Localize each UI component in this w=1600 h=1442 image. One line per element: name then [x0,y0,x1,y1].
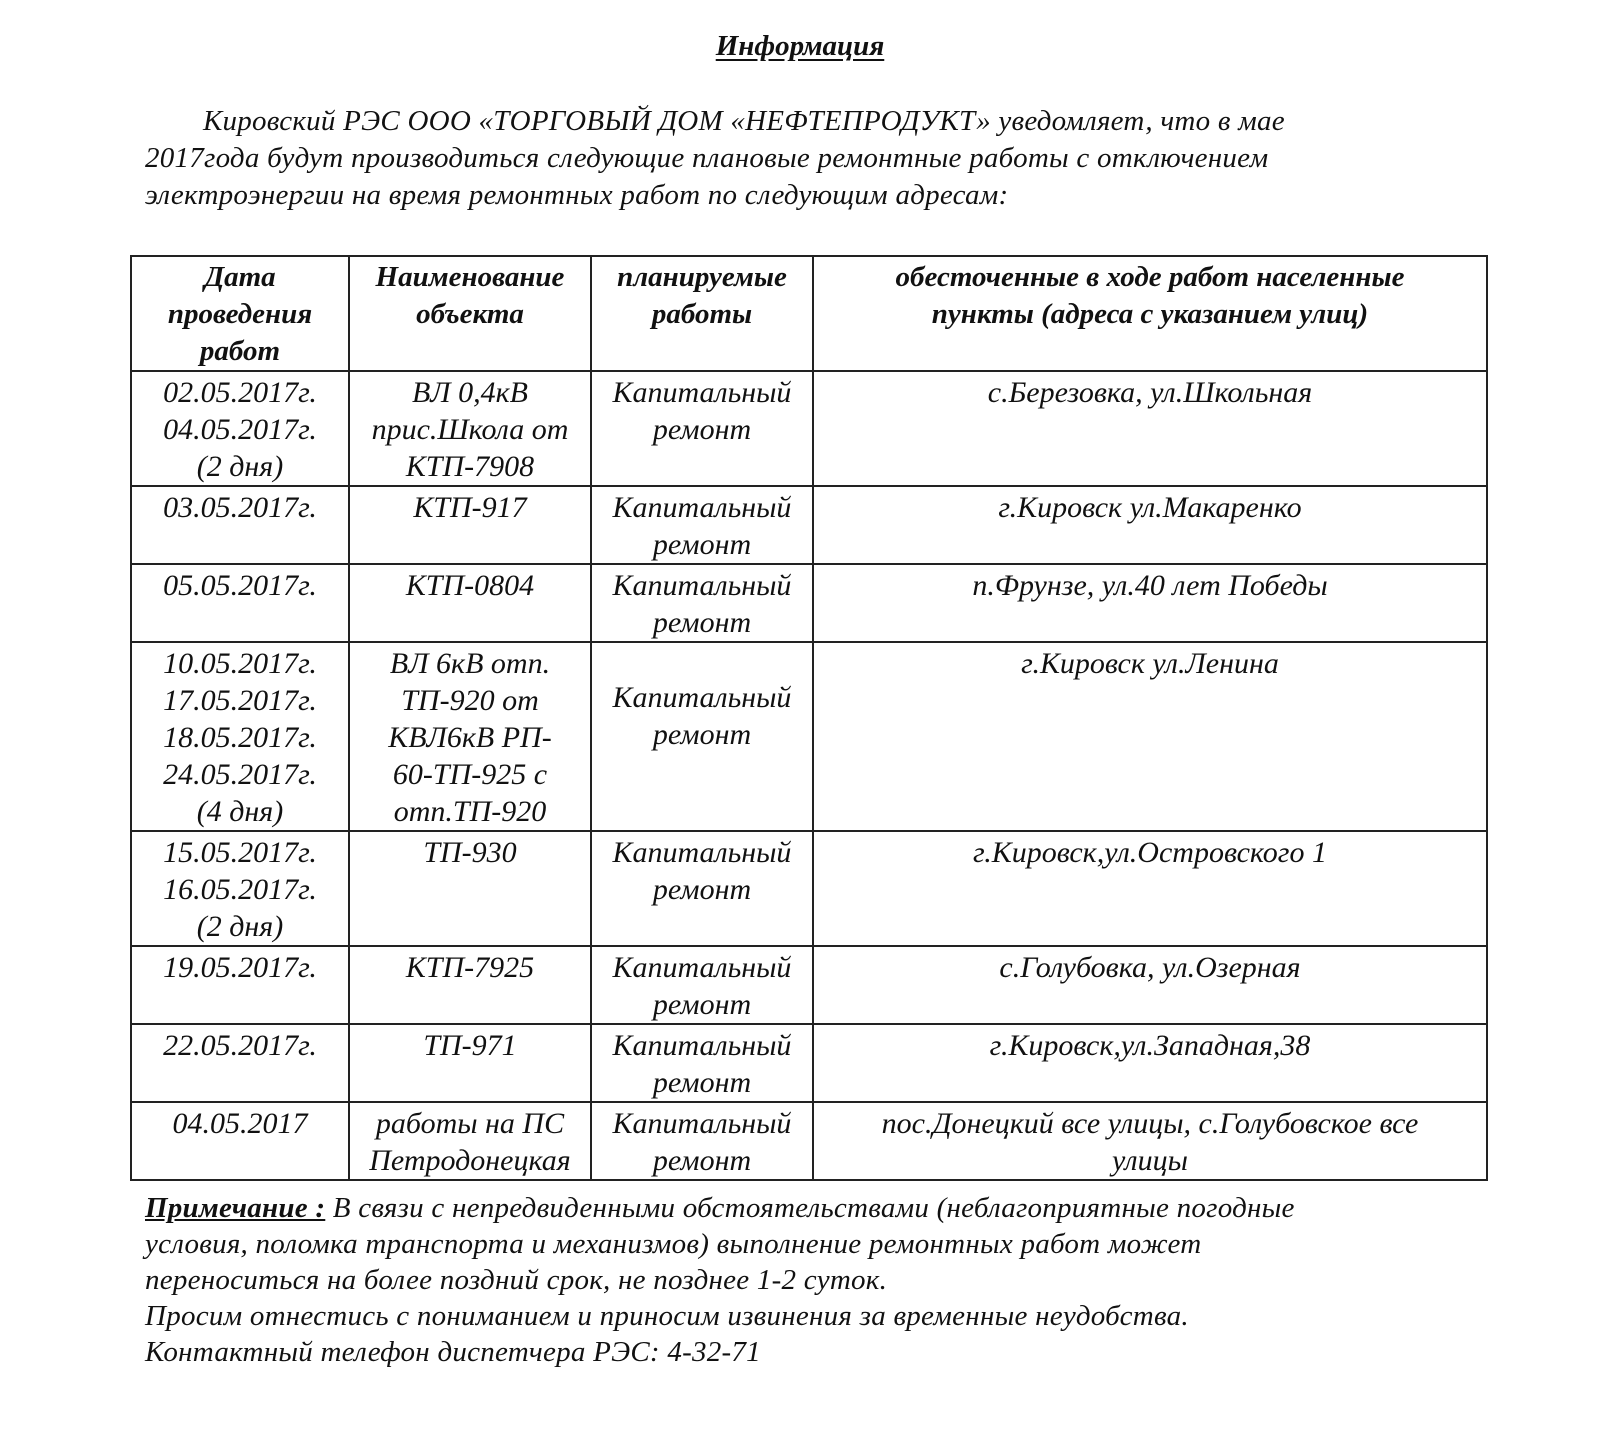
intro-line: Кировский РЭС ООО «ТОРГОВЫЙ ДОМ «НЕФТЕПРОДУКТ» уведомляет, что в мае [203,105,1285,137]
cell-works: Капитальный ремонт [591,1102,813,1180]
cell-works: Капитальный ремонт [591,1024,813,1102]
header-works: планируемые работы [591,256,813,371]
table-row [131,642,1487,831]
cell-object: ТП-971 [349,1024,591,1102]
table-row [131,1024,1487,1102]
cell-date: 05.05.2017г. [131,564,349,642]
cell-works: Капитальный ремонт [591,564,813,642]
cell-date: 22.05.2017г. [131,1024,349,1102]
cell-date: 10.05.2017г. 17.05.2017г. 18.05.2017г. 24.05.2017г. (4 дня) [131,642,349,831]
cell-works: Капитальный ремонт [591,371,813,486]
cell-address: г.Кировск,ул.Островского 1 [813,831,1487,946]
table-header-row [131,256,1487,371]
header-date: Дата проведения работ [131,256,349,371]
cell-object: КТП-7925 [349,946,591,1024]
note-line: переноситься на более поздний срок, не позднее 1-2 суток. [145,1264,888,1296]
cell-date: 04.05.2017 [131,1102,349,1180]
table-row [131,1102,1487,1180]
note-first-line [145,1190,1475,1226]
cell-object: КТП-917 [349,486,591,564]
intro-line: электроэнергии на время ремонтных работ по следующим адресам: [145,179,1009,211]
cell-address: г.Кировск ул.Ленина [813,642,1487,831]
cell-address: г.Кировск ул.Макаренко [813,486,1487,564]
cell-address: г.Кировск,ул.Западная,38 [813,1024,1487,1102]
table-row [131,946,1487,1024]
table-row [131,486,1487,564]
table-row [131,831,1487,946]
cell-date: 15.05.2017г. 16.05.2017г. (2 дня) [131,831,349,946]
cell-address: с.Березовка, ул.Школьная [813,371,1487,486]
cell-works: Капитальный ремонт [591,642,813,831]
intro-paragraph [145,103,1465,214]
header-addresses: обесточенные в ходе работ населенные пункты (адреса с указанием улиц) [813,256,1487,371]
cell-date: 19.05.2017г. [131,946,349,1024]
cell-works: Капитальный ремонт [591,831,813,946]
note-label: Примечание : [145,1192,326,1224]
note-line: условия, поломка транспорта и механизмов) выполнение ремонтных работ может [145,1228,1202,1260]
contact-phone-line: Контактный телефон диспетчера РЭС: 4-32-71 [145,1336,761,1368]
intro-line: 2017года будут производиться следующие плановые ремонтные работы с отключением [145,142,1269,174]
note-text: В связи с непредвиденными обстоятельствами (неблагоприятные погодные [325,1192,1295,1224]
cell-date: 03.05.2017г. [131,486,349,564]
cell-object: ВЛ 6кВ отп. ТП-920 от КВЛ6кВ РП- 60-ТП-925 с отп.ТП-920 [349,642,591,831]
schedule-table [130,255,1488,1181]
cell-works: Капитальный ремонт [591,946,813,1024]
cell-address: пос.Донецкий все улицы, с.Голубовское все улицы [813,1102,1487,1180]
cell-address: с.Голубовка, ул.Озерная [813,946,1487,1024]
cell-object: ТП-930 [349,831,591,946]
table-row [131,564,1487,642]
cell-works: Капитальный ремонт [591,486,813,564]
header-object: Наименование объекта [349,256,591,371]
cell-object: КТП-0804 [349,564,591,642]
note-block [145,1190,1475,1370]
cell-object: ВЛ 0,4кВ прис.Школа от КТП-7908 [349,371,591,486]
cell-date: 02.05.2017г. 04.05.2017г. (2 дня) [131,371,349,486]
page-title: Информация [715,30,885,62]
note-line: Просим отнестись с пониманием и приносим извинения за временные неудобства. [145,1300,1189,1332]
table-row [131,371,1487,486]
cell-address: п.Фрунзе, ул.40 лет Победы [813,564,1487,642]
cell-object: работы на ПС Петродонецкая [349,1102,591,1180]
